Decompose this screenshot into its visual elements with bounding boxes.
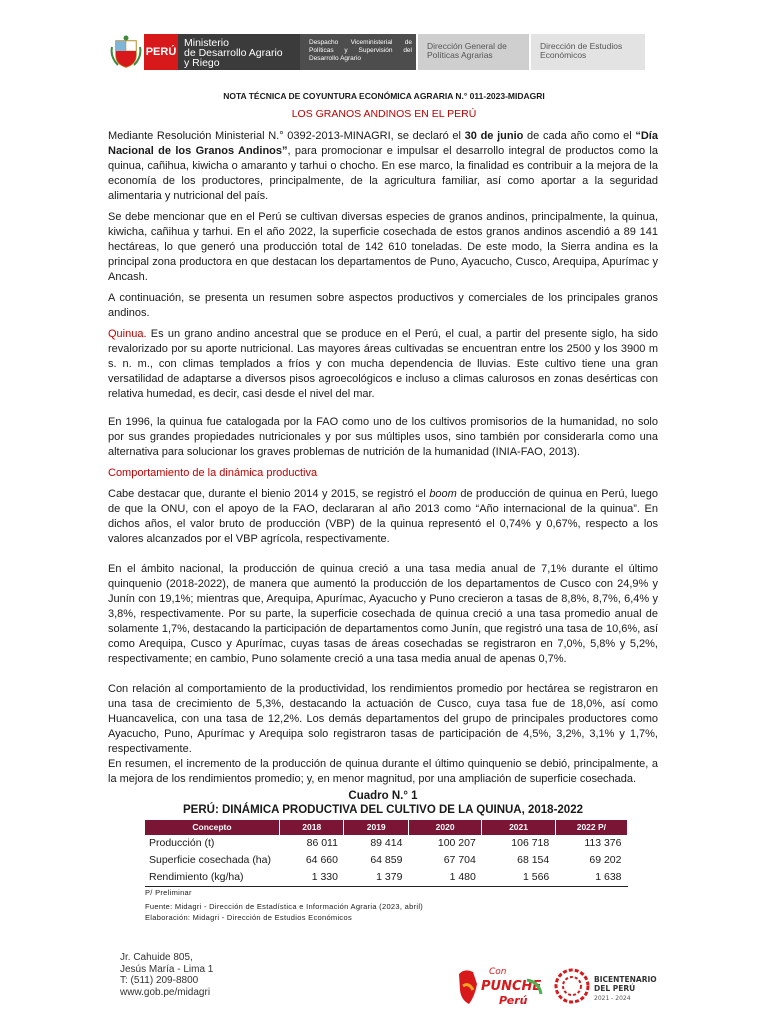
table-notes	[145, 887, 658, 923]
table-cell: Rendimiento (kg/ha)	[145, 869, 280, 887]
coat-of-arms-icon	[108, 34, 144, 70]
peru-badge: PERÚ	[144, 34, 178, 70]
text: de cada año como el	[523, 130, 636, 142]
table-cell: 100 207	[437, 837, 476, 849]
table-cell: 106 718	[511, 837, 550, 849]
table-header-cell: 2022 P/	[555, 820, 627, 835]
direction-general: Dirección General de Políticas Agrarias	[418, 34, 529, 70]
text: , para promocionar e impulsar el desarrollo integral de productos como la quinua, cañihua, kiwicha o amaranto y tarhui o chocho. En ese marco, la finalidad es contribuir a la mejora de la economía de los productores, principalmente, de la agricultura familiar, así como aportar a la seguridad alimentaria y nutricional del país.	[108, 145, 658, 202]
table-note-preliminary: P/ Preliminar	[145, 888, 192, 897]
table-cell: 69 202	[589, 854, 622, 866]
table-cell: 1 379	[344, 869, 408, 887]
punche-logo-text-3: Perú	[499, 994, 528, 1007]
table-header-cell: 2020	[408, 820, 481, 835]
text: Mediante Resolución Ministerial N.° 0392-2013-MINAGRI, se declaró el	[108, 130, 465, 142]
text: Es un grano andino ancestral que se produce en el Perú, el cual, a partir del presente siglo, ha sido revalorizado por su aporte nutricional. Las mayores áreas cultivadas se encuentran entre los 2500 y los 3900 m s. n. m., con climas templados a fríos y con mucha dependencia de lluvias. Este cultivo tiene una gran versatilidad de adaptarse a diversos pisos agroecológicos e incluso a climas calurosos en zonas desérticas con relativa humedad, es decir, casi desde el nivel del mar.	[108, 328, 658, 400]
italic-boom: boom	[429, 488, 457, 500]
paragraph-quinua	[108, 327, 658, 402]
table-row	[145, 835, 628, 852]
paragraph-intro	[108, 129, 658, 204]
punche-logo-text-1: Con	[489, 967, 507, 977]
table-source: Fuente: Midagri - Dirección de Estadística e Información Agraria (2023, abril)	[145, 902, 424, 911]
bicentenario-logo	[552, 964, 662, 1010]
paragraph-fao: En 1996, la quinua fue catalogada por la FAO como uno de los cultivos promisorios de la humanidad, no solo por sus grandes propiedades nutricionales y por sus múltiples usos, sino también por considerarla como una alternativa para solucionar los graves problemas de nutrición de la humanidad (INIA-FAO, 2013).	[108, 416, 658, 458]
direction-studies: Dirección de Estudios Económicos	[531, 34, 645, 70]
address-line: Jr. Cahuide 805,	[120, 952, 193, 963]
ministry-line-2: de Desarrollo Agrario	[184, 47, 283, 59]
table-cell: 64 859	[370, 854, 403, 866]
paragraph-conclusion: En resumen, el incremento de la producción de quinua durante el último quinquenio se debió, principalmente, a la mejora de los rendimientos promedio; y, en menor magnitud, por una ampliación de superficie cosechada.	[108, 758, 658, 785]
document-body	[108, 129, 658, 923]
footer-address	[120, 952, 213, 998]
quinua-lead: Quinua.	[108, 328, 147, 340]
office-name: Despacho Viceministerial de Políticas y Supervisión del Desarrollo Agrario	[300, 34, 416, 70]
paragraph-boom	[108, 487, 658, 547]
table-header-cell: Concepto	[145, 820, 280, 835]
header-bar	[108, 34, 662, 70]
paragraph-productivity: Con relación al comportamiento de la productividad, los rendimientos promedio por hectárea se registraron en una tasa de crecimiento de 5,3%, destacando la actuación de Cusco, cuya tasa fue de 18,0%, así como Huancavelica, con una tasa de 12,2%. Los demás departamentos del grupo de principales productores como Ayacucho, Puno, Apurímac y Arequipa solo registraron tasas de participación de 4,5%, 3,2%, 3,1% y 1,7%, respectivamente.	[108, 683, 658, 755]
table-cell: 1 480	[408, 869, 481, 887]
table-elaboration: Elaboración: Midagri - Dirección de Estudios Económicos	[145, 913, 353, 922]
punche-logo-text-2: PUNCHE	[481, 979, 542, 994]
bold-date: 30 de junio	[464, 130, 524, 142]
text: Cabe destacar que, durante el bienio 2014 y 2015, se registró el	[108, 488, 430, 500]
table-header-cell: 2021	[482, 820, 555, 835]
table-caption-number: Cuadro N.° 1	[348, 790, 418, 802]
table-cell: 86 011	[306, 837, 338, 849]
table-cell: 67 704	[443, 854, 476, 866]
address-line: Jesús María - Lima 1	[120, 963, 214, 975]
table-cell: 1 566	[482, 869, 555, 887]
paragraph-national: En el ámbito nacional, la producción de quinua creció a una tasa media anual de 7,1% durante el último quinquenio (2018-2022), de manera que aumentó la producción de los departamentos de Cusco con 24,9% y Junín con 19,1%; mientras que, Arequipa, Apurímac, Ayacucho y Puno crecieron a tasas de 8,8%, 8,7%, 6,4% y 3,8%, respectivamente. Por su parte, la superficie cosechada de quinua creció a una tasa promedio anual de solamente 1,7%, destacando la participación de departamentos como Junín, que registró una tasa de 10,6%, así como Arequipa, Cusco y Apurímac, cuyas tasas de áreas cosechadas se registraron en 7,0%, 5,8% y 5,2%, respectivamente; en cambio, Puno solamente creció a una tasa media anual de apenas 0,7%.	[108, 563, 658, 665]
section-heading: Comportamiento de la dinámica productiva	[108, 467, 318, 479]
table-cell: 89 414	[370, 837, 403, 849]
bicentenario-text-3: 2021 - 2024	[594, 995, 631, 1002]
paragraph-summary-intro: A continuación, se presenta un resumen sobre aspectos productivos y comerciales de los principales granos andinos.	[108, 292, 658, 319]
con-punche-peru-logo	[455, 960, 545, 1012]
table-cell: Producción (t)	[149, 837, 215, 849]
ministry-line-1: Ministerio	[184, 37, 229, 49]
table-cell: 1 330	[280, 869, 344, 887]
table-header-row	[145, 820, 628, 835]
quinoa-production-table	[145, 820, 628, 887]
document-subtitle: LOS GRANOS ANDINOS EN EL PERÚ	[291, 108, 477, 120]
phone-line: T: (511) 209-8800	[120, 975, 199, 986]
table-row	[145, 869, 628, 887]
website-link[interactable]: www.gob.pe/midagri	[120, 986, 211, 998]
table-header-cell: 2018	[280, 820, 344, 835]
table-cell: 68 154	[517, 854, 550, 866]
table-cell: 1 638	[555, 869, 627, 887]
table-cell: Superficie cosechada (ha)	[149, 854, 271, 866]
table-row	[145, 852, 628, 869]
document-title: NOTA TÉCNICA DE COYUNTURA ECONÓMICA AGRARIA N.° 011-2023-MIDAGRI	[223, 91, 545, 101]
table-caption-title: PERÚ: DINÁMICA PRODUCTIVA DEL CULTIVO DE LA QUINUA, 2018-2022	[183, 804, 583, 816]
text: de producción de quinua en Perú, luego de que la ONU, con el apoyo de la FAO, declararan al año 2013 como “Año internacional de la quinua”. En dichos años, el valor bruto de producción (VBP) de la quinua representó el 0,74% y 0,67%, respecto a los valores alcanzados por el VBP agrícola, respectivamente.	[108, 488, 658, 545]
bicentenario-text-2: DEL PERÚ	[594, 984, 636, 993]
table-cell: 113 376	[584, 837, 622, 849]
ministry-name	[178, 34, 300, 70]
paragraph-andean-grains: Se debe mencionar que en el Perú se cultivan diversas especies de granos andinos, principalmente, la quinua, kiwicha, cañihua y tarhui. En el año 2022, la superficie cosechada de estos granos andinos ascendió a 89 141 hectáreas, lo que generó una producción total de 142 610 toneladas. De este modo, la Sierra andina es la principal zona productora en que destacan los departamentos de Puno, Ayacucho, Cusco, Arequipa, Apurímac y Ancash.	[108, 211, 658, 283]
table-header-cell: 2019	[344, 820, 408, 835]
table-cell: 64 660	[305, 854, 338, 866]
bold-day-name: “Día Nacional de los Granos Andinos”	[108, 130, 658, 157]
ministry-line-3: y Riego	[184, 57, 220, 69]
bicentenario-text-1: BICENTENARIO	[594, 975, 657, 984]
